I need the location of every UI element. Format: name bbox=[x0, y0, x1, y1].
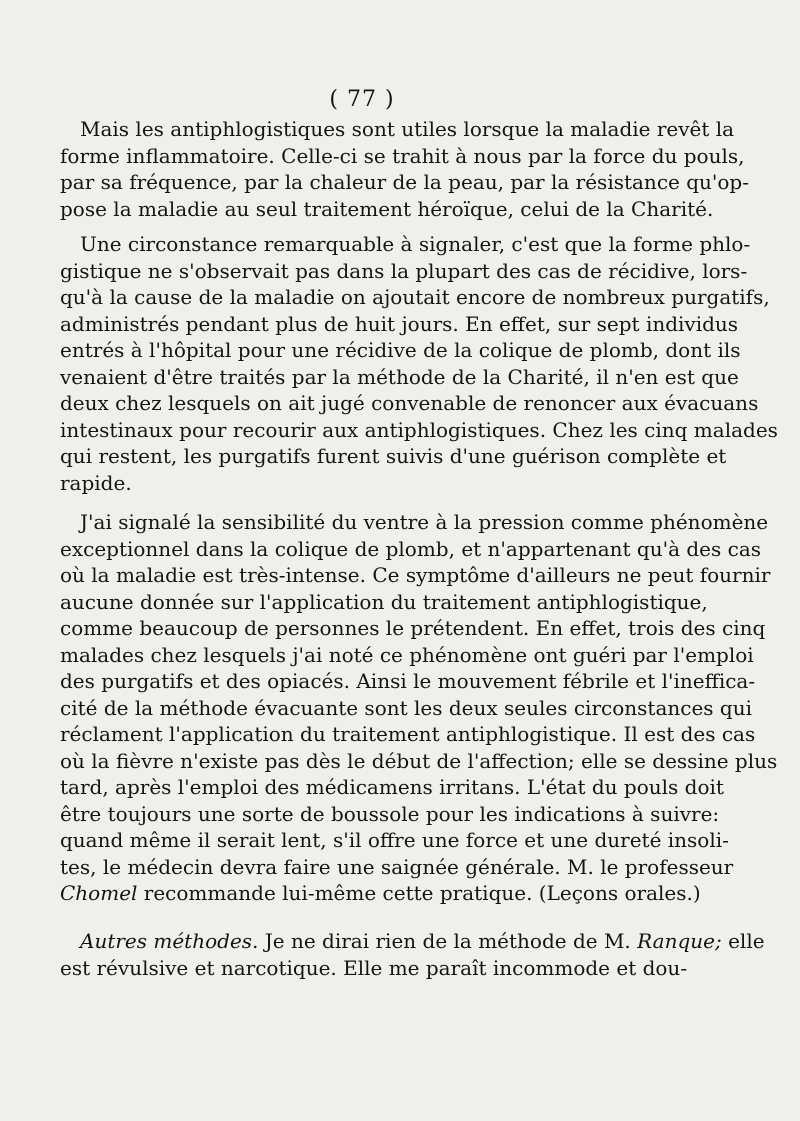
text-line: deux chez lesquels on ait jugé convenable de renoncer aux évacuans bbox=[60, 391, 759, 415]
text-line: Mais les antiphlogistiques sont utiles lorsque la maladie revêt la bbox=[80, 117, 735, 141]
text-line: qu'à la cause de la maladie on ajoutait encore de nombreux purgatifs, bbox=[60, 285, 770, 309]
text-line: des purgatifs et des opiacés. Ainsi le mouvement fébrile et l'ineffica- bbox=[60, 669, 756, 693]
text-line: tard, après l'emploi des médicamens irritans. L'état du pouls doit bbox=[60, 775, 724, 799]
text-line: comme beaucoup de personnes le prétendent. En effet, trois des cinq bbox=[60, 616, 766, 640]
section-heading: Autres méthodes. bbox=[80, 929, 259, 953]
paragraph-4 bbox=[60, 928, 765, 981]
text-line: par sa fréquence, par la chaleur de la peau, par la résistance qu'op- bbox=[60, 170, 749, 194]
text-line: quand même il serait lent, s'il offre une force et une dureté insoli- bbox=[60, 828, 729, 852]
text-line: exceptionnel dans la colique de plomb, et n'appartenant qu'à des cas bbox=[60, 536, 762, 561]
text-line: qui restent, les purgatifs furent suivis d'une guérison complète et bbox=[60, 444, 727, 468]
text-line: entrés à l'hôpital pour une récidive de la colique de plomb, dont ils bbox=[60, 338, 741, 362]
text-span: elle bbox=[721, 929, 765, 953]
text-line: pose la maladie au seul traitement héroïque, celui de la Charité. bbox=[60, 196, 714, 221]
text-line: être toujours une sorte de boussole pour les indications à suivre: bbox=[60, 801, 720, 826]
text-line-final bbox=[60, 880, 701, 907]
text-line: où la fièvre n'existe pas dès le début de l'affection; elle se dessine plus bbox=[60, 748, 778, 773]
text-line: gistique ne s'observait pas dans la plupart des cas de récidive, lors- bbox=[60, 258, 748, 283]
text-line: où la maladie est très-intense. Ce symptôme d'ailleurs ne peut fournir bbox=[60, 563, 771, 587]
text-line: Une circonstance remarquable à signaler, c'est que la forme phlo- bbox=[80, 232, 751, 256]
text-line: venaient d'être traités par la méthode de la Charité, il n'en est que bbox=[60, 364, 739, 389]
text-line: J'ai signalé la sensibilité du ventre à la pression comme phénomène bbox=[80, 510, 769, 534]
text-line: malades chez lesquels j'ai noté ce phénomène ont guéri par l'emploi bbox=[60, 642, 754, 667]
text-span: Je ne dirai rien de la méthode de M. bbox=[258, 929, 638, 953]
text-line: aucune donnée sur l'application du traitement antiphlogistique, bbox=[60, 589, 708, 614]
paragraph-3 bbox=[60, 509, 778, 907]
page-number: ( 77 ) bbox=[329, 87, 395, 112]
text-line: intestinaux pour recourir aux antiphlogistiques. Chez les cinq malades bbox=[60, 417, 778, 442]
text-line: forme inflammatoire. Celle-ci se trahit à nous par la force du pouls, bbox=[60, 143, 745, 168]
paragraph-1 bbox=[60, 116, 749, 222]
text-line: est révulsive et narcotique. Elle me paraît incommode et dou- bbox=[60, 955, 688, 980]
text-line: cité de la méthode évacuante sont les deux seules circonstances qui bbox=[60, 695, 752, 720]
text-line: administrés pendant plus de huit jours. En effet, sur sept individus bbox=[60, 311, 739, 336]
text-line: réclament l'application du traitement antiphlogistique. Il est des cas bbox=[60, 722, 756, 746]
text-line: tes, le médecin devra faire une saignée générale. M. le professeur bbox=[60, 854, 734, 879]
text-line: rapide. bbox=[60, 470, 132, 495]
author-name-chomel: Chomel bbox=[60, 881, 138, 905]
paragraph-2 bbox=[60, 231, 778, 496]
text-line-rest: recommande lui-même cette pratique. (Leçons orales.) bbox=[137, 881, 701, 905]
author-name-ranque: Ranque; bbox=[637, 929, 722, 953]
text-line-heading bbox=[60, 928, 765, 955]
